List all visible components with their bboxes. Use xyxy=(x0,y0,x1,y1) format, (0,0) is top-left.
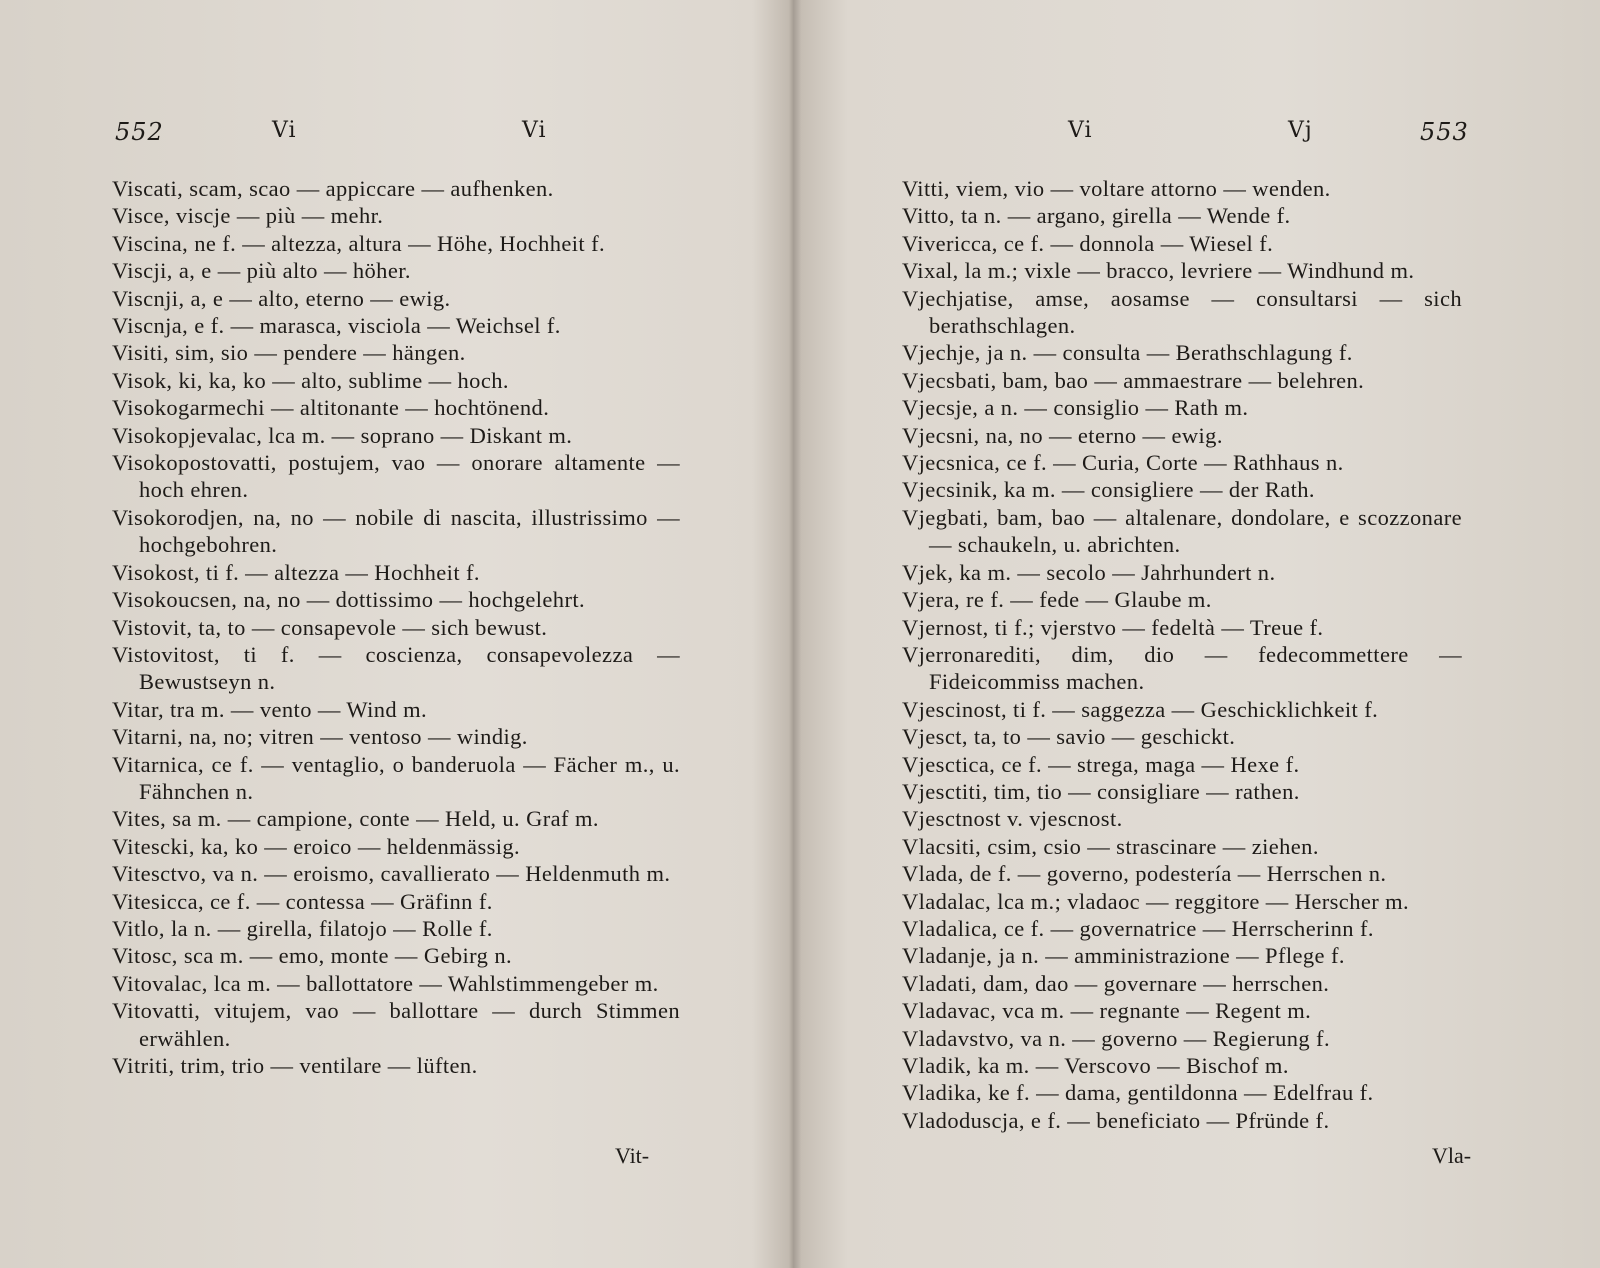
dictionary-entry: Visce, viscje — più — mehr. xyxy=(112,203,384,229)
dictionary-entry: Vladalac, lca m.; vladaoc — reggitore — Herscher m. xyxy=(902,888,1410,914)
dictionary-entry: Vites, sa m. — campione, conte — Held, u. Graf m. xyxy=(112,806,599,832)
dictionary-entry: Vjecsje, a n. — consiglio — Rath m. xyxy=(902,395,1249,421)
dictionary-entry: Vjescinost, ti f. — saggezza — Geschicklichkeit f. xyxy=(902,696,1379,722)
dictionary-entry: Vladavac, vca m. — regnante — Regent m. xyxy=(902,998,1312,1024)
dictionary-entry: Visiti, sim, sio — pendere — hängen. xyxy=(112,340,466,366)
dictionary-entry: Vitovalac, lca m. — ballottatore — Wahlstimmengeber m. xyxy=(112,970,659,996)
dictionary-entry: Vjesctiti, tim, tio — consigliare — rathen. xyxy=(902,778,1300,804)
dictionary-entry: Viscji, a, e — più alto — höher. xyxy=(112,258,411,284)
dictionary-entry: Viscnji, a, e — alto, eterno — ewig. xyxy=(112,285,451,311)
dictionary-entry: Visokogarmechi — altitonante — hochtönend. xyxy=(112,395,550,421)
page-header xyxy=(0,118,790,158)
dictionary-entry: Vladavstvo, va n. — governo — Regierung f. xyxy=(902,1025,1330,1051)
dictionary-entries xyxy=(112,175,680,1079)
dictionary-entry: Vjernost, ti f.; vjerstvo — fedeltà — Treue f. xyxy=(902,614,1324,640)
dictionary-entry: Vitriti, trim, trio — ventilare — lüften. xyxy=(112,1053,478,1078)
dictionary-entry: Vladoduscja, e f. — beneficiato — Pfründe f. xyxy=(902,1107,1330,1133)
dictionary-entry: Vlacsiti, csim, csio — strascinare — ziehen. xyxy=(902,833,1319,859)
dictionary-entry: Vjerronarediti, dim, dio — fedecommettere — Fideicommiss machen. xyxy=(902,641,1462,695)
dictionary-entry: Vitescki, ka, ko — eroico — heldenmässig. xyxy=(112,833,521,859)
dictionary-entry: Vladati, dam, dao — governare — herrschen. xyxy=(902,970,1330,996)
dictionary-entry: Vitosc, sca m. — emo, monte — Gebirg n. xyxy=(112,943,513,969)
dictionary-entry: Vjesctica, ce f. — strega, maga — Hexe f. xyxy=(902,751,1300,777)
dictionary-entry: Vlada, de f. — governo, podestería — Herrschen n. xyxy=(902,861,1387,887)
catchword: Vla- xyxy=(1432,1143,1472,1168)
running-head-left: Vi xyxy=(1068,118,1093,143)
dictionary-entry: Vladika, ke f. — dama, gentildonna — Edelfrau f. xyxy=(902,1080,1374,1106)
dictionary-entry: Visokopostovatti, postujem, vao — onorare altamente — hoch ehren. xyxy=(112,450,680,503)
dictionary-entry: Vivericca, ce f. — donnola — Wiesel f. xyxy=(902,230,1274,256)
left-page xyxy=(0,0,790,1268)
dictionary-entry: Visokoucsen, na, no — dottissimo — hochgelehrt. xyxy=(112,587,586,613)
dictionary-entry: Vjechjatise, amse, aosamse — consultarsi — sich berathschlagen. xyxy=(902,285,1462,339)
dictionary-entry: Vjera, re f. — fede — Glaube m. xyxy=(902,587,1212,613)
dictionary-entry: Vistovitost, ti f. — coscienza, consapevolezza — Bewustseyn n. xyxy=(112,641,680,695)
dictionary-entry: Vjesctnost v. vjescnost. xyxy=(902,806,1123,832)
running-head-right: Vj xyxy=(1288,118,1313,143)
dictionary-entry: Vladalica, ce f. — governatrice — Herrscherinn f. xyxy=(902,915,1374,941)
dictionary-entry: Visokost, ti f. — altezza — Hochheit f. xyxy=(112,559,480,585)
dictionary-entry: Vladanje, ja n. — amministrazione — Pflege f. xyxy=(902,943,1345,969)
dictionary-entry: Viscina, ne f. — altezza, altura — Höhe, Hochheit f. xyxy=(112,230,606,256)
dictionary-entry: Vjesct, ta, to — savio — geschickt. xyxy=(902,724,1236,750)
dictionary-entry: Vitovatti, vitujem, vao — ballottare — durch Stimmen erwählen. xyxy=(112,998,680,1051)
dictionary-entry: Vistovit, ta, to — consapevole — sich bewust. xyxy=(112,614,548,640)
dictionary-entry: Visok, ki, ka, ko — alto, sublime — hoch. xyxy=(112,367,509,393)
page-number: 553 xyxy=(1420,118,1469,146)
dictionary-entries xyxy=(902,175,1462,1134)
dictionary-entry: Vitesctvo, va n. — eroismo, cavallierato — Heldenmuth m. xyxy=(112,861,671,887)
dictionary-entry: Visokorodjen, na, no — nobile di nascita, illustrissimo — hochgebohren. xyxy=(112,504,680,558)
right-page xyxy=(810,0,1600,1268)
dictionary-entry: Vjegbati, bam, bao — altalenare, dondolare, e scozzonare — schaukeln, u. abrichten. xyxy=(902,504,1462,558)
dictionary-entry: Vitar, tra m. — vento — Wind m. xyxy=(112,696,428,722)
dictionary-entry: Vitto, ta n. — argano, girella — Wende f. xyxy=(902,203,1291,229)
dictionary-entry: Vjechje, ja n. — consulta — Berathschlagung f. xyxy=(902,340,1353,366)
dictionary-entry: Vitti, viem, vio — voltare attorno — wenden. xyxy=(902,176,1331,201)
running-head-left: Vi xyxy=(272,118,297,143)
dictionary-entry: Vitesicca, ce f. — contessa — Gräfinn f. xyxy=(112,888,493,914)
dictionary-entry: Vjecsinik, ka m. — consigliere — der Rath. xyxy=(902,477,1315,503)
dictionary-entry: Vjek, ka m. — secolo — Jahrhundert n. xyxy=(902,559,1276,585)
dictionary-entry: Viscati, scam, scao — appiccare — aufhenken. xyxy=(112,176,554,201)
catchword: Vit- xyxy=(615,1143,650,1168)
dictionary-entry: Vjecsnica, ce f. — Curia, Corte — Rathhaus n. xyxy=(902,450,1344,476)
dictionary-entry: Vitlo, la n. — girella, filatojo — Rolle f. xyxy=(112,915,493,941)
running-head-right: Vi xyxy=(522,118,547,143)
dictionary-entry: Vitarni, na, no; vitren — ventoso — windig. xyxy=(112,724,528,750)
dictionary-entry: Vixal, la m.; vixle — bracco, levriere — Windhund m. xyxy=(902,258,1415,284)
dictionary-entry: Vladik, ka m. — Verscovo — Bischof m. xyxy=(902,1053,1289,1078)
page-header xyxy=(810,118,1600,158)
dictionary-entry: Vjecsbati, bam, bao — ammaestrare — belehren. xyxy=(902,367,1365,393)
dictionary-entry: Viscnja, e f. — marasca, visciola — Weichsel f. xyxy=(112,313,561,339)
dictionary-entry: Visokopjevalac, lca m. — soprano — Diskant m. xyxy=(112,422,573,448)
dictionary-entry: Vjecsni, na, no — eterno — ewig. xyxy=(902,422,1223,448)
dictionary-entry: Vitarnica, ce f. — ventaglio, o banderuola — Fächer m., u. Fähnchen n. xyxy=(112,751,680,804)
page-number: 552 xyxy=(115,118,164,146)
